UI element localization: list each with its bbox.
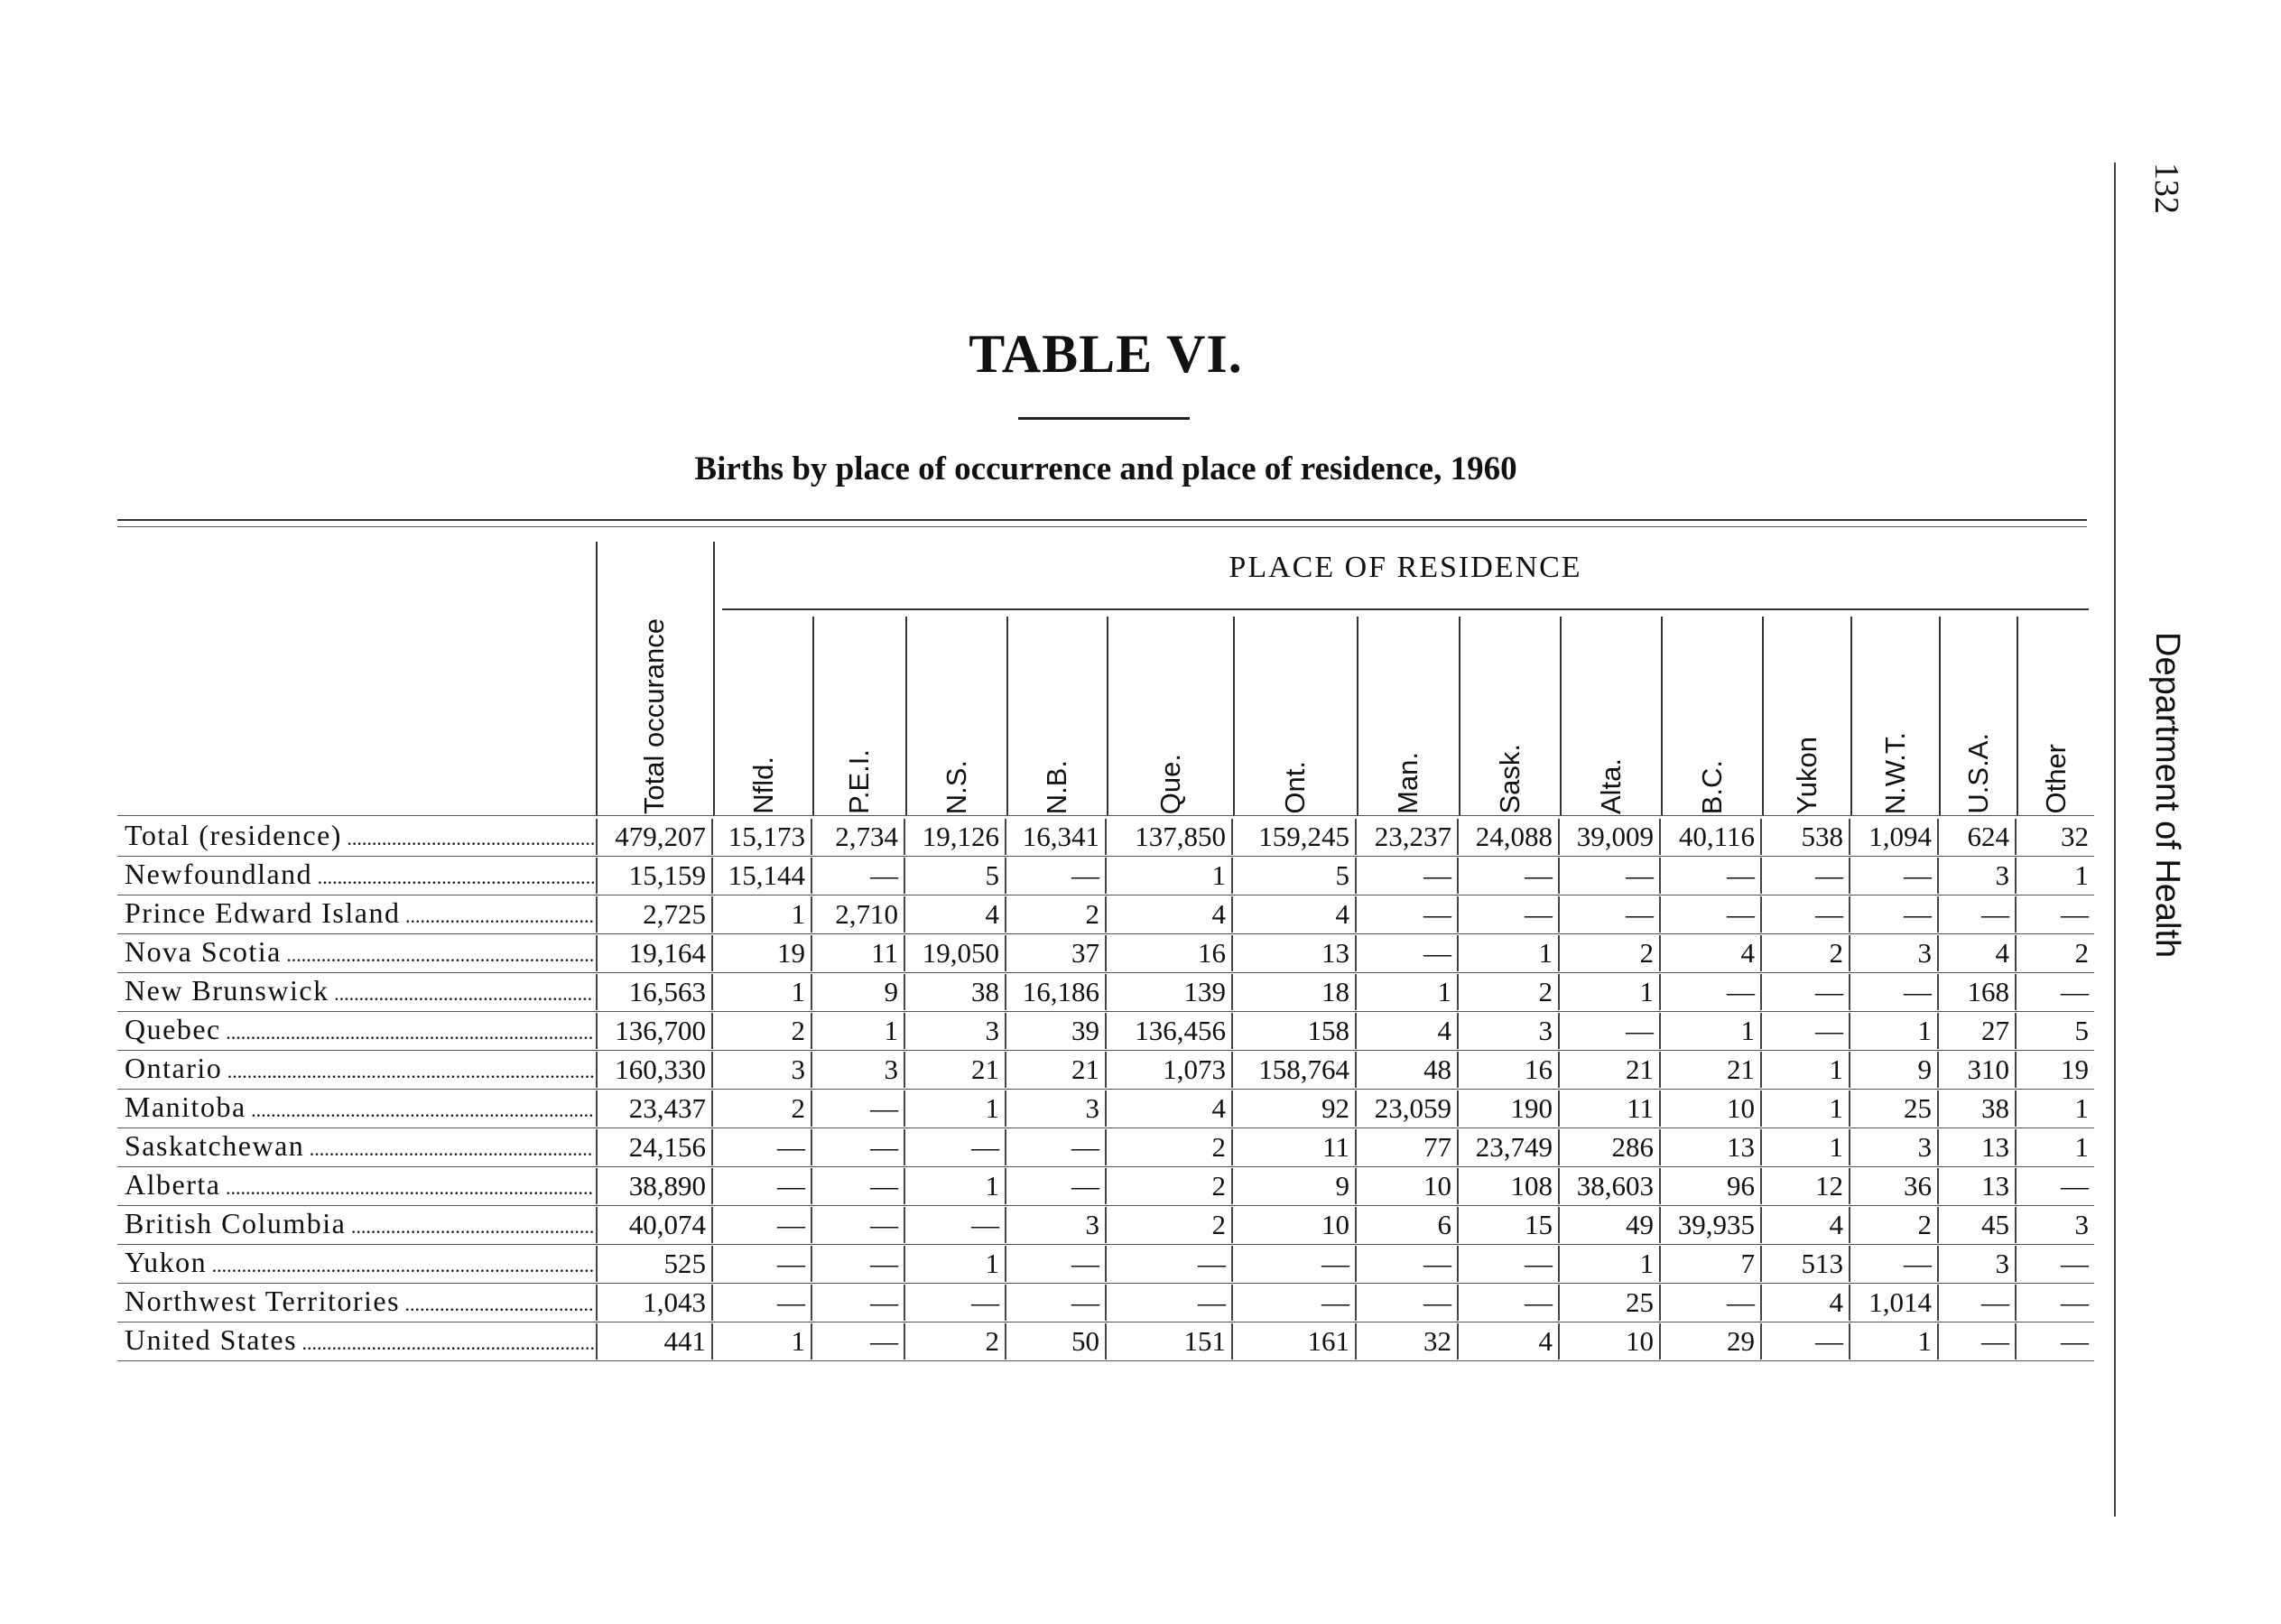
table-cell: — <box>1560 1013 1661 1049</box>
table-cell: 2 <box>1107 1129 1233 1165</box>
table-cell: 92 <box>1233 1090 1357 1127</box>
table-cell: — <box>1560 858 1661 894</box>
row-label: Ontario ..... <box>125 1052 594 1088</box>
table-cell: — <box>1107 1285 1233 1321</box>
table-cell: 16,563 <box>596 974 713 1010</box>
table-cell: 39,935 <box>1661 1207 1762 1243</box>
table-cell: 168 <box>1939 974 2017 1010</box>
table-cell: — <box>1459 1285 1560 1321</box>
table-cell: 1,014 <box>1850 1285 1939 1321</box>
table-cell: — <box>812 1246 905 1282</box>
table-cell: 15,159 <box>596 858 713 894</box>
table-cell: 21 <box>1560 1052 1661 1088</box>
table-cell: — <box>812 858 905 894</box>
table-cell: 479,207 <box>596 819 713 855</box>
table-cell: 36 <box>1850 1168 1939 1204</box>
column-header-label: Other <box>2039 744 2072 814</box>
table-cell: — <box>2061 898 2089 930</box>
table-cell: — <box>1357 858 1459 894</box>
table-cell: 18 <box>1233 974 1357 1010</box>
table-cell: — <box>713 1168 812 1204</box>
table-cell: — <box>1762 858 1850 894</box>
table-row <box>117 1128 2094 1167</box>
table-cell: 513 <box>1762 1246 1850 1282</box>
table-cell: 40,074 <box>596 1207 713 1243</box>
table-cell: 1 <box>1762 1090 1850 1127</box>
table-cell: 4 <box>1939 935 2017 971</box>
table-row <box>117 1011 2094 1051</box>
table-cell: 1 <box>1661 1013 1762 1049</box>
column-header-label: P.E.I. <box>843 749 875 814</box>
table-cell: 1 <box>1107 858 1233 894</box>
table-cell: 2 <box>1850 1207 1939 1243</box>
table-cell: 32 <box>1357 1323 1459 1360</box>
table-cell: — <box>1850 896 1939 933</box>
table-cell: — <box>713 1285 812 1321</box>
row-label: Saskatchewan ..... <box>125 1129 594 1165</box>
table-cell: — <box>905 1207 1006 1243</box>
table-cell: 5 <box>1233 858 1357 894</box>
table-cell: 24,088 <box>1459 819 1560 855</box>
table-cell: — <box>1006 1168 1107 1204</box>
table-cell: — <box>812 1168 905 1204</box>
table-cell: — <box>713 1129 812 1165</box>
table-cell: 21 <box>1006 1052 1107 1088</box>
table-cell: 1 <box>713 974 812 1010</box>
table-cell: 2 <box>905 1323 1006 1360</box>
row-label: Prince Edward Island ..... <box>125 896 594 933</box>
table-cell: — <box>1762 896 1850 933</box>
table-cell: 1 <box>1762 1052 1850 1088</box>
table-cell: 2,710 <box>812 896 905 933</box>
table-cell: 4 <box>1107 896 1233 933</box>
table-cell: — <box>1357 935 1459 971</box>
table-cell: 16 <box>1107 935 1233 971</box>
table-row <box>117 1050 2094 1090</box>
table-cell: 38 <box>1939 1090 2017 1127</box>
table-cell: 136,456 <box>1107 1013 1233 1049</box>
table-cell: 1 <box>2074 1131 2089 1163</box>
row-label: New Brunswick ..... <box>125 974 594 1010</box>
table-cell: 39,009 <box>1560 819 1661 855</box>
table-cell: 19 <box>2061 1053 2089 1085</box>
column-header-nb <box>1006 611 1107 814</box>
table-cell: — <box>1233 1246 1357 1282</box>
table-cell: 10 <box>1661 1090 1762 1127</box>
table-cell: 4 <box>1661 935 1762 971</box>
table-cell: 159,245 <box>1233 819 1357 855</box>
table-cell: 19,050 <box>905 935 1006 971</box>
table-cell: 45 <box>1939 1207 2017 1243</box>
table-cell: 12 <box>1762 1168 1850 1204</box>
table-row <box>117 1205 2094 1245</box>
table-cell: 29 <box>1661 1323 1762 1360</box>
column-header-nwt <box>1850 611 1939 814</box>
table-cell: 2 <box>713 1090 812 1127</box>
column-header-label: Sask. <box>1493 744 1525 814</box>
table-cell: — <box>713 1207 812 1243</box>
table-cell: 37 <box>1006 935 1107 971</box>
table-cell: — <box>1762 1013 1850 1049</box>
table-cell: 13 <box>1939 1129 2017 1165</box>
row-label: Nova Scotia ..... <box>125 935 594 971</box>
table-subtitle: Births by place of occurrence and place of residence, 1960 <box>694 450 1517 487</box>
table-cell: 13 <box>1939 1168 2017 1204</box>
table-cell: 24,156 <box>596 1129 713 1165</box>
table-cell: — <box>713 1246 812 1282</box>
table-cell: 286 <box>1560 1129 1661 1165</box>
column-header-label: N.S. <box>940 759 972 814</box>
row-label: Alberta ..... <box>125 1168 594 1204</box>
column-header-label: N.W.T. <box>1878 731 1911 814</box>
table-cell: — <box>1107 1246 1233 1282</box>
table-cell: 1 <box>1560 974 1661 1010</box>
table-cell: 1 <box>905 1246 1006 1282</box>
table-cell: — <box>1762 1323 1850 1360</box>
column-header-label: Que. <box>1154 753 1186 814</box>
column-header-ont <box>1233 611 1357 814</box>
table-cell: 50 <box>1006 1323 1107 1360</box>
table-cell: — <box>905 1129 1006 1165</box>
table-cell: 161 <box>1233 1323 1357 1360</box>
table-cell: 3 <box>1939 1246 2017 1282</box>
table-cell: 1 <box>1459 935 1560 971</box>
table-cell: 624 <box>1939 819 2017 855</box>
table-cell: 21 <box>905 1052 1006 1088</box>
table-cell: 1 <box>1850 1323 1939 1360</box>
table-cell: — <box>812 1285 905 1321</box>
table-cell: 6 <box>1357 1207 1459 1243</box>
table-cell: — <box>1850 1246 1939 1282</box>
column-header-label: Ont. <box>1279 761 1311 814</box>
table-cell: — <box>2061 1325 2089 1357</box>
table-cell: 3 <box>1850 1129 1939 1165</box>
table-cell: 19,164 <box>596 935 713 971</box>
table-cell: 538 <box>1762 819 1850 855</box>
page-number: 132 <box>2147 162 2185 214</box>
table-cell: 16 <box>1459 1052 1560 1088</box>
table-top-rule <box>117 519 2087 527</box>
table-cell: — <box>812 1090 905 1127</box>
table-cell: — <box>1459 896 1560 933</box>
table-cell: 2 <box>1107 1207 1233 1243</box>
table-row <box>117 895 2094 934</box>
table-cell: 3 <box>812 1052 905 1088</box>
table-cell: — <box>905 1285 1006 1321</box>
table-cell: — <box>1661 896 1762 933</box>
table-cell: 11 <box>1233 1129 1357 1165</box>
table-cell: 2 <box>1560 935 1661 971</box>
table-cell: — <box>1006 1246 1107 1282</box>
table-cell: — <box>812 1207 905 1243</box>
table-cell: 2,725 <box>596 896 713 933</box>
column-header-alta <box>1560 611 1661 814</box>
table-cell: 7 <box>1661 1246 1762 1282</box>
table-cell: — <box>1850 858 1939 894</box>
table-cell: 2 <box>713 1013 812 1049</box>
table-cell: — <box>1357 1285 1459 1321</box>
column-header-label: Yukon <box>1790 736 1822 814</box>
table-cell: 1 <box>2074 1092 2089 1124</box>
column-header-ns <box>905 611 1006 814</box>
table-cell: 25 <box>1560 1285 1661 1321</box>
row-label: Yukon ..... <box>125 1246 594 1282</box>
table-cell: 23,437 <box>596 1090 713 1127</box>
table-cell: 16,186 <box>1006 974 1107 1010</box>
table-cell: 3 <box>1459 1013 1560 1049</box>
column-header-label: Nfld. <box>746 756 779 814</box>
table-cell: 23,059 <box>1357 1090 1459 1127</box>
table-cell: — <box>2061 1286 2089 1318</box>
table-cell: — <box>1459 1246 1560 1282</box>
table-cell: 10 <box>1560 1323 1661 1360</box>
table-cell: 19,126 <box>905 819 1006 855</box>
table-row <box>117 1283 2094 1322</box>
table-cell: — <box>1939 1285 2017 1321</box>
table-cell: 38,603 <box>1560 1168 1661 1204</box>
table-cell: 96 <box>1661 1168 1762 1204</box>
table-cell: 2 <box>1006 896 1107 933</box>
table-cell: — <box>1939 896 2017 933</box>
table-cell: 1 <box>713 1323 812 1360</box>
table-cell: 39 <box>1006 1013 1107 1049</box>
table-cell: 139 <box>1107 974 1233 1010</box>
table-cell: 15,173 <box>713 819 812 855</box>
table-cell: 1 <box>1357 974 1459 1010</box>
table-cell: 23,237 <box>1357 819 1459 855</box>
title-rule <box>1018 417 1190 420</box>
table-cell: 137,850 <box>1107 819 1233 855</box>
table-cell: 1,043 <box>596 1285 713 1321</box>
department-heading: Department of Health <box>2148 632 2186 959</box>
column-header-label: B.C. <box>1695 759 1728 814</box>
table-cell: 2 <box>1459 974 1560 1010</box>
column-header-label: U.S.A. <box>1961 733 1994 814</box>
table-cell: 4 <box>1762 1207 1850 1243</box>
residence-rule <box>722 608 2089 610</box>
table-cell: — <box>1459 858 1560 894</box>
column-header-yukon <box>1762 611 1850 814</box>
table-cell: 77 <box>1357 1129 1459 1165</box>
table-cell: 1 <box>1560 1246 1661 1282</box>
table-cell: 525 <box>596 1246 713 1282</box>
table-cell: 27 <box>1939 1013 2017 1049</box>
table-cell: 4 <box>1107 1090 1233 1127</box>
table-cell: 40,116 <box>1661 819 1762 855</box>
table-cell: 32 <box>2061 821 2089 852</box>
table-cell: 3 <box>905 1013 1006 1049</box>
table-cell: 48 <box>1357 1052 1459 1088</box>
table-cell: 4 <box>1233 896 1357 933</box>
row-label: Northwest Territories ..... <box>125 1285 594 1321</box>
table-cell: — <box>2061 976 2089 1007</box>
table-cell: 10 <box>1233 1207 1357 1243</box>
column-header-label: N.B. <box>1041 759 1072 814</box>
table-cell: 10 <box>1357 1168 1459 1204</box>
table-cell: 1 <box>812 1013 905 1049</box>
table-cell: 190 <box>1459 1090 1560 1127</box>
table-row <box>117 1166 2094 1206</box>
table-cell: 151 <box>1107 1323 1233 1360</box>
column-header-pei <box>812 611 905 814</box>
table-cell: — <box>812 1129 905 1165</box>
table-row <box>117 1089 2094 1128</box>
table-cell: 9 <box>1233 1168 1357 1204</box>
table-cell: 158,764 <box>1233 1052 1357 1088</box>
table-row <box>117 972 2094 1012</box>
table-cell: 2 <box>2074 937 2089 969</box>
table-cell: 1 <box>905 1168 1006 1204</box>
table-row <box>117 1244 2094 1284</box>
column-header-man <box>1357 611 1459 814</box>
table-row <box>117 856 2094 896</box>
table-cell: — <box>1357 896 1459 933</box>
table-cell: 38,890 <box>596 1168 713 1204</box>
table-cell: 3 <box>1939 858 2017 894</box>
table-cell: 160,330 <box>596 1052 713 1088</box>
table-cell: 38 <box>905 974 1006 1010</box>
column-header-nfld <box>713 611 812 814</box>
column-header-que <box>1107 611 1233 814</box>
table-cell: 25 <box>1850 1090 1939 1127</box>
table-cell: 3 <box>1006 1090 1107 1127</box>
row-label: Newfoundland ..... <box>125 858 594 894</box>
table-cell: 1,094 <box>1850 819 1939 855</box>
table-cell: 11 <box>812 935 905 971</box>
table-cell: 4 <box>1762 1285 1850 1321</box>
table-cell: 3 <box>1850 935 1939 971</box>
table-cell: 19 <box>713 935 812 971</box>
table-cell: — <box>812 1323 905 1360</box>
table-cell: 23,749 <box>1459 1129 1560 1165</box>
table-cell: 1 <box>713 896 812 933</box>
table-cell: — <box>1233 1285 1357 1321</box>
table-cell: 2,734 <box>812 819 905 855</box>
table-cell: — <box>1661 1285 1762 1321</box>
table-cell: 13 <box>1661 1129 1762 1165</box>
table-cell: 3 <box>2074 1209 2089 1240</box>
table-cell: — <box>1850 974 1939 1010</box>
table-cell: 1 <box>1762 1129 1850 1165</box>
table-cell: 9 <box>812 974 905 1010</box>
row-label: Manitoba ..... <box>125 1090 594 1127</box>
table-cell: — <box>1939 1323 2017 1360</box>
table-cell: — <box>1006 1285 1107 1321</box>
column-header-label: Alta. <box>1594 757 1627 814</box>
row-label: British Columbia ..... <box>125 1207 594 1243</box>
table-cell: — <box>1661 974 1762 1010</box>
column-header-other <box>2017 611 2094 814</box>
table-cell: 16,341 <box>1006 819 1107 855</box>
table-title: TABLE VI. <box>969 324 1243 384</box>
table-cell: 13 <box>1233 935 1357 971</box>
column-header-label: Man. <box>1392 752 1423 814</box>
table-cell: 15 <box>1459 1207 1560 1243</box>
table-cell: — <box>1560 896 1661 933</box>
column-header-total <box>596 611 713 814</box>
table-cell: 4 <box>905 896 1006 933</box>
table-cell: — <box>1357 1246 1459 1282</box>
table-cell: 49 <box>1560 1207 1661 1243</box>
table-cell: — <box>2061 1170 2089 1202</box>
table-cell: 2 <box>1762 935 1850 971</box>
table-cell: 4 <box>1357 1013 1459 1049</box>
table-row <box>117 817 2094 857</box>
table-cell: 158 <box>1233 1013 1357 1049</box>
table-cell: 1 <box>1850 1013 1939 1049</box>
column-header-bc <box>1661 611 1762 814</box>
table-cell: 3 <box>1006 1207 1107 1243</box>
column-header-sask <box>1459 611 1560 814</box>
table-cell: 5 <box>905 858 1006 894</box>
table-cell: 9 <box>1850 1052 1939 1088</box>
table-cell: 21 <box>1661 1052 1762 1088</box>
table-cell: 11 <box>1560 1090 1661 1127</box>
row-label: Total (residence) ..... <box>125 819 594 855</box>
table-cell: 4 <box>1459 1323 1560 1360</box>
header-bottom-rule <box>117 815 2094 816</box>
table-cell: 108 <box>1459 1168 1560 1204</box>
table-cell: 136,700 <box>596 1013 713 1049</box>
column-header-label: Total occurance <box>638 617 671 814</box>
table-cell: — <box>1006 1129 1107 1165</box>
table-cell: 441 <box>596 1323 713 1360</box>
table-row <box>117 933 2094 973</box>
table-cell: 1 <box>905 1090 1006 1127</box>
residence-header: PLACE OF RESIDENCE <box>1229 551 1582 584</box>
table-cell: 1 <box>2074 859 2089 891</box>
table-cell: 1,073 <box>1107 1052 1233 1088</box>
column-header-usa <box>1939 611 2017 814</box>
table-cell: 5 <box>2074 1015 2089 1046</box>
table-cell: 310 <box>1939 1052 2017 1088</box>
table-cell: — <box>1762 974 1850 1010</box>
row-label: United States ..... <box>125 1323 594 1360</box>
table-cell: — <box>1661 858 1762 894</box>
table-cell: 15,144 <box>713 858 812 894</box>
table-cell: 2 <box>1107 1168 1233 1204</box>
table-cell: — <box>1006 858 1107 894</box>
table-row <box>117 1322 2094 1361</box>
table-cell: 3 <box>713 1052 812 1088</box>
table-cell: — <box>2061 1248 2089 1279</box>
row-label: Quebec ..... <box>125 1013 594 1049</box>
